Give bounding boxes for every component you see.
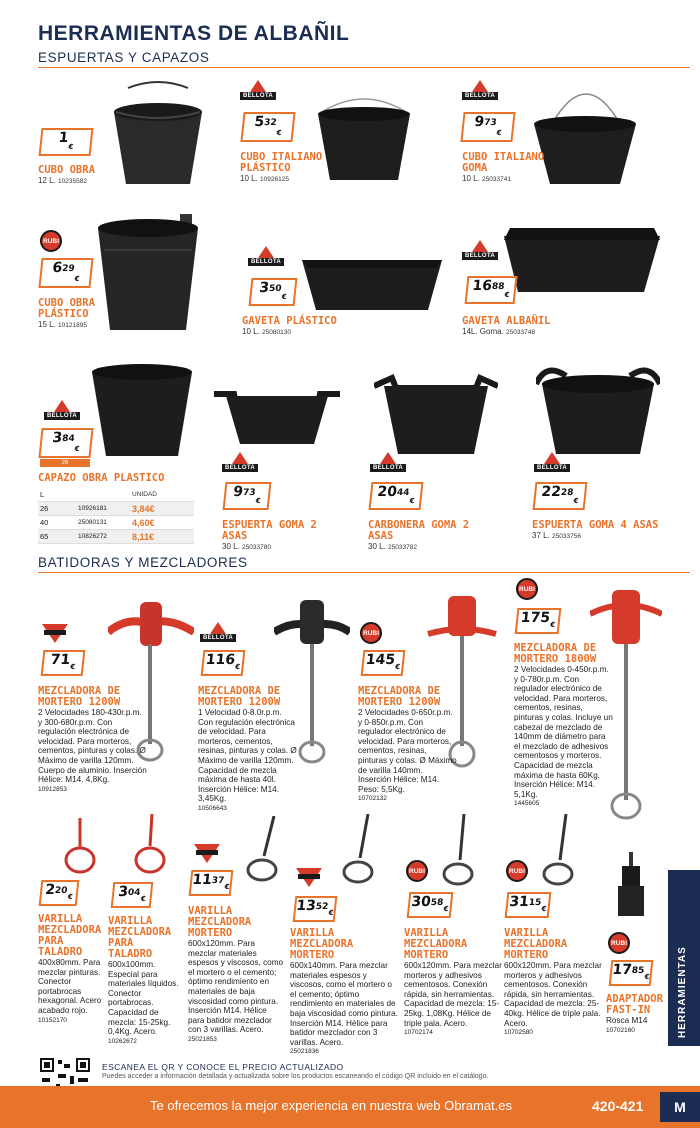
price-tag — [223, 482, 272, 510]
price-cents: 73 — [483, 118, 498, 128]
product-description: 600x120mm. Para mezclar materiales espesos y viscosos, como el mortero o el cemento; óptimo rendimiento en materiales de baja viscosidad como pintura. Inserción M14. Hélice para batidor mezclador con 3 varillas. Acero. — [188, 939, 284, 1035]
gaveta-plastico-image — [300, 244, 444, 314]
product-spec: 30 L. — [368, 542, 386, 551]
price-tag — [189, 870, 234, 896]
price-tag — [465, 276, 518, 304]
price-tag — [240, 112, 295, 142]
currency-symbol: € — [549, 621, 556, 629]
page-numbers: 420-421 — [592, 1098, 644, 1114]
table-cell: 4,60€ — [132, 517, 155, 528]
currency-symbol: € — [140, 895, 147, 903]
footer-tagline[interactable]: Te ofrecemos la mejor experiencia en nuestra web Obramat.es — [150, 1098, 513, 1113]
product-name: ESPUERTA GOMA 4 ASAS — [532, 519, 659, 531]
price-euros: 1 — [57, 130, 70, 146]
price-euros: 16 — [471, 278, 493, 294]
price-cents: 20 — [54, 886, 68, 896]
price-tag — [361, 650, 406, 676]
capacity-badge: 26 — [40, 459, 90, 467]
bellota-logo — [240, 80, 276, 100]
product-spec: 15 L. — [38, 320, 56, 329]
price-euros: 20 — [376, 484, 398, 500]
product-name: VARILLA MEZCLADORA MORTERO — [290, 927, 354, 961]
rubi-logo: RUBI — [360, 622, 382, 644]
price-cents: 84 — [61, 434, 76, 444]
product-ref: 10912853 — [38, 785, 67, 793]
currency-symbol: € — [328, 909, 334, 917]
currency-symbol: € — [541, 905, 547, 913]
price-tag — [111, 882, 154, 908]
brand-label: BELLOTA — [200, 634, 236, 642]
table-cell: 25080131 — [78, 519, 107, 526]
product-name: ESPUERTA GOMA 2 ASAS — [222, 519, 317, 542]
price-cents: 29 — [61, 264, 76, 274]
currency-symbol: € — [67, 143, 74, 151]
currency-symbol: € — [74, 445, 80, 453]
product-description: 2 Velocidades 0-650r.p.m. y 0-850r.p.m. Con regulador electrónico de velocidad. Para morteros, cementos, resinas, pinturas y colas. Ø Máximo de varilla 140mm. Inserción Hélice: M14. Peso: 5,5Kg. — [358, 708, 457, 794]
product-description: 2 Velocidades 0-450r.p.m. y 0-780r.p.m. Con regulador electrónico de velocidad. Para morteros, cementos, resinas, pinturas y colas. Incluye un cabezal de mezclado de 140mm de diámetro para el mezclado de adhesivos cementosos y morteros. Capacidad de mezcla máxima de hasta 60Kg. Inserción Hélice: M14. 5,1Kg. — [514, 665, 613, 799]
currency-symbol: € — [276, 129, 282, 137]
varilla-6-image — [540, 814, 580, 888]
price-tag — [41, 650, 86, 676]
currency-symbol: € — [234, 663, 241, 671]
espuerta-2-asas-image — [214, 374, 340, 448]
price-euros: 71 — [49, 652, 71, 668]
product-spec: 12 L. — [38, 176, 56, 185]
table-cell: 3,84€ — [132, 503, 155, 514]
obramat-logo: M — [660, 1092, 700, 1122]
product-description: 600x140mm. Para mezclar materiales espesos y viscosos, como el mortero o el cemento; óptimo rendimiento en materiales de baja viscosidad como pintura. Inserción M14. Hélice para batidor mezclador con 3 varillas. Acero. — [290, 961, 398, 1047]
price-euros: 31 — [508, 894, 530, 910]
price-euros: 116 — [204, 652, 236, 668]
product-description: 600x120mm. Para mezclar morteros y adhesivos cementosos. Conexión rápida, sin herramientas. Capacidad de mezcla: 15-25kg. 1,08Kg. Hélice de triple pala. Acero. — [404, 961, 502, 1028]
section-title-batidoras: BATIDORAS Y MEZCLADORES — [38, 555, 248, 570]
qr-description: Puedes acceder a información detallada y actualizada sobre los productos escaneando el código QR incluido en el catálogo. — [102, 1073, 489, 1080]
product-ref: 10235582 — [58, 178, 87, 185]
table-cell: 8,11€ — [132, 531, 155, 542]
table-header-cell: L — [40, 490, 45, 499]
bellota-logo — [200, 622, 236, 642]
page-title: HERRAMIENTAS DE ALBAÑIL — [38, 22, 350, 45]
product-ref: 10262672 — [108, 1037, 137, 1045]
price-euros: 3 — [258, 280, 270, 296]
product-name: CUBO ITALIANO GOMA — [462, 151, 545, 174]
product-spec: 10 L. — [240, 174, 258, 183]
rubi-logo: RUBI — [406, 860, 428, 882]
product-description: 600x120mm. Para mezclar morteros y adhesivos cementosos. Conexión rápida, sin herramientas. Capacidad de mezcla: 25-40kg. Hélice de triple pala. Acero. — [504, 961, 602, 1028]
currency-symbol: € — [224, 883, 230, 891]
currency-symbol: € — [409, 497, 415, 505]
rubi-logo: RUBI — [516, 578, 538, 600]
product-ref: 25080130 — [262, 329, 291, 336]
product-ref: 10506643 — [198, 804, 227, 812]
table-cell: 10826272 — [78, 533, 107, 540]
price-cents: 44 — [396, 488, 410, 498]
price-tag — [38, 258, 93, 288]
price-tag — [201, 650, 246, 676]
brand-label: BELLOTA — [462, 92, 498, 100]
rubi-logo: RUBI — [506, 860, 528, 882]
product-ref: 25033756 — [552, 533, 581, 540]
brand-label: BELLOTA — [462, 252, 498, 260]
price-euros: 3 — [51, 430, 64, 446]
product-name: CUBO OBRA PLÁSTICO — [38, 297, 95, 320]
product-ref: 10152170 — [38, 1016, 67, 1024]
product-name: CUBO ITALIANO PLÁSTICO — [240, 151, 323, 174]
price-tag — [39, 128, 94, 156]
price-tag — [39, 880, 80, 906]
adaptador-image — [614, 852, 648, 922]
currency-symbol: € — [496, 129, 502, 137]
varilla-4-image — [340, 814, 380, 886]
price-tag — [293, 896, 338, 922]
gaveta-albanil-image — [504, 220, 660, 296]
product-name: MEZCLADORA DE MORTERO 1800W — [514, 642, 597, 665]
brand-label: BELLOTA — [248, 258, 284, 266]
price-tag — [609, 960, 654, 986]
price-cents: 37 — [211, 876, 225, 886]
stayer-logo — [40, 622, 70, 644]
category-side-tab[interactable] — [668, 870, 700, 1046]
price-euros: 2 — [44, 882, 56, 898]
price-euros: 145 — [364, 652, 396, 668]
price-euros: 17 — [611, 962, 633, 978]
product-name: GAVETA PLÁSTICO — [242, 315, 337, 327]
bellota-logo — [44, 400, 80, 420]
price-tag — [407, 892, 454, 918]
qr-title: ESCANEA EL QR Y CONOCE EL PRECIO ACTUALIZADO — [102, 1062, 344, 1072]
brand-label: BELLOTA — [534, 464, 570, 472]
product-name: MEZCLADORA DE MORTERO 1200W — [198, 685, 281, 708]
varilla-3-image — [244, 816, 284, 884]
side-tab-label: HERRAMIENTAS — [677, 946, 688, 1038]
carbonera-image — [374, 370, 498, 456]
section-title-espuertas: ESPUERTAS Y CAPAZOS — [38, 50, 210, 65]
currency-symbol: € — [74, 275, 80, 283]
product-description: Rosca M14 — [606, 1016, 648, 1025]
product-spec: 14L. Goma. — [462, 327, 504, 336]
stayer-logo — [192, 842, 222, 864]
product-spec: 30 L. — [222, 542, 240, 551]
product-ref: 10702174 — [404, 1029, 433, 1037]
product-ref: 10702132 — [358, 795, 387, 803]
cubo-obra-image — [110, 80, 206, 190]
price-cents: 28 — [560, 488, 574, 498]
price-euros: 30 — [410, 894, 432, 910]
product-spec: 10 L. — [462, 174, 480, 183]
table-row — [38, 502, 194, 516]
table-header — [38, 488, 194, 502]
product-description: 2 Velocidades 180-430r.p.m. y 300-680r.p.m. Con regulación electrónica de velocidad. Para morteros, cementos, pinturas y colas. Ø Máximo de varilla 120mm. Cuerpo de aluminio. Inserción Hélice: M14. 4,8Kg. — [38, 708, 147, 785]
varilla-2-image — [130, 814, 170, 876]
table-header-cell: UNIDAD — [132, 491, 157, 498]
currency-symbol: € — [443, 905, 449, 913]
product-name: MEZCLADORA DE MORTERO 1200W — [38, 685, 121, 708]
price-cents: 50 — [268, 284, 283, 294]
price-tag — [249, 278, 298, 306]
price-cents: 52 — [315, 902, 329, 912]
currency-symbol: € — [394, 663, 401, 671]
bellota-logo — [370, 452, 406, 472]
capazo-price-table — [38, 488, 194, 544]
currency-symbol: € — [573, 497, 579, 505]
bellota-logo — [534, 452, 570, 472]
product-description: 600x100mm. Especial para materiales líquidos. Conector portabrocas. Capacidad de mezcla: 15-25kg. 0,4Kg. Acero. — [108, 960, 179, 1037]
price-euros: 5 — [253, 114, 266, 130]
currency-symbol: € — [69, 663, 76, 671]
price-cents: 04 — [127, 888, 141, 898]
price-tag — [369, 482, 424, 510]
rubi-logo: RUBI — [608, 932, 630, 954]
product-name: VARILLA MEZCLADORA MORTERO — [404, 927, 468, 961]
price-tag — [460, 112, 515, 142]
product-name: VARILLA MEZCLADORA MORTERO — [188, 905, 252, 939]
price-cents: 15 — [528, 898, 542, 908]
bellota-logo — [462, 80, 498, 100]
brand-label: BELLOTA — [222, 464, 258, 472]
table-cell: 26 — [40, 504, 49, 513]
footer-bar — [0, 1086, 700, 1128]
espuerta-4-asas-image — [536, 362, 660, 456]
price-cents: 73 — [242, 488, 257, 498]
price-cents: 85 — [631, 966, 645, 976]
capazo-image — [88, 362, 196, 458]
bellota-logo — [462, 240, 498, 260]
price-tag — [505, 892, 552, 918]
product-name: CAPAZO OBRA PLASTICO — [38, 472, 165, 484]
section-rule — [38, 67, 690, 68]
brand-label: BELLOTA — [44, 412, 80, 420]
product-description: 1 Velocidad 0-8.0r.p.m. Con regulación electrónica de velocidad. Para morteros, cementos, resinas, pinturas y colas. Ø Máximo de varilla 120mm. Capacidad de mezcla máxima de hasta 40l. Inserción Hélice: M14. 3,45Kg. — [198, 708, 297, 804]
product-ref: 25033748 — [506, 329, 535, 336]
rubi-logo: RUBI — [40, 230, 62, 252]
price-cents: 88 — [491, 282, 505, 292]
product-ref: 10121895 — [58, 322, 87, 329]
bellota-logo — [222, 452, 258, 472]
currency-symbol: € — [644, 973, 650, 981]
product-name: ADAPTADOR FAST-IN — [606, 993, 663, 1016]
product-ref: 25033780 — [242, 544, 271, 551]
product-name: CARBONERA GOMA 2 ASAS — [368, 519, 470, 542]
table-cell: 10926181 — [78, 505, 107, 512]
price-euros: 9 — [473, 114, 486, 130]
stayer-logo — [294, 866, 324, 888]
product-ref: 10926125 — [260, 176, 289, 183]
product-ref: 10702580 — [504, 1029, 533, 1037]
product-ref: 25033782 — [388, 544, 417, 551]
table-cell: 40 — [40, 518, 49, 527]
table-row — [38, 530, 194, 544]
price-euros: 22 — [540, 484, 562, 500]
product-ref: 25021853 — [188, 1035, 217, 1043]
product-name: MEZCLADORA DE MORTERO 1200W — [358, 685, 441, 708]
table-row — [38, 516, 194, 530]
price-euros: 6 — [51, 260, 64, 276]
product-spec: 10 L. — [242, 327, 260, 336]
price-tag — [533, 482, 588, 510]
product-name: VARILLA MEZCLADORA PARA TALADRO — [38, 913, 102, 958]
brand-label: BELLOTA — [240, 92, 276, 100]
section-rule — [38, 572, 690, 573]
bellota-logo — [248, 246, 284, 266]
price-euros: 3 — [117, 884, 129, 900]
price-euros: 9 — [232, 484, 244, 500]
currency-symbol: € — [504, 291, 510, 299]
product-description: 400x80mm. Para mezclar pinturas. Conector portabrocas hexagonal. Acero acabado rojo. — [38, 958, 102, 1015]
product-ref: 25033741 — [482, 176, 511, 183]
price-euros: 13 — [295, 898, 317, 914]
price-euros: 175 — [519, 610, 551, 626]
currency-symbol: € — [281, 293, 287, 301]
price-cents: 32 — [263, 118, 278, 128]
product-name: CUBO OBRA — [38, 164, 95, 176]
brand-label: BELLOTA — [370, 464, 406, 472]
product-name: VARILLA MEZCLADORA MORTERO — [504, 927, 568, 961]
price-cents: 58 — [430, 898, 444, 908]
product-name: GAVETA ALBAÑIL — [462, 315, 551, 327]
varilla-5-image — [440, 814, 480, 888]
price-euros: 11 — [191, 872, 213, 888]
varilla-1-image — [60, 818, 100, 876]
currency-symbol: € — [255, 497, 261, 505]
table-cell: 65 — [40, 532, 49, 541]
product-ref: 25021836 — [290, 1048, 319, 1056]
product-spec: 37 L. — [532, 531, 550, 540]
currency-symbol: € — [67, 893, 74, 901]
price-tag — [515, 608, 562, 634]
product-name: VARILLA MEZCLADORA PARA TALADRO — [108, 915, 172, 960]
price-tag — [38, 428, 93, 458]
product-ref: 10702160 — [606, 1026, 635, 1034]
product-ref: 1445605 — [514, 800, 540, 808]
